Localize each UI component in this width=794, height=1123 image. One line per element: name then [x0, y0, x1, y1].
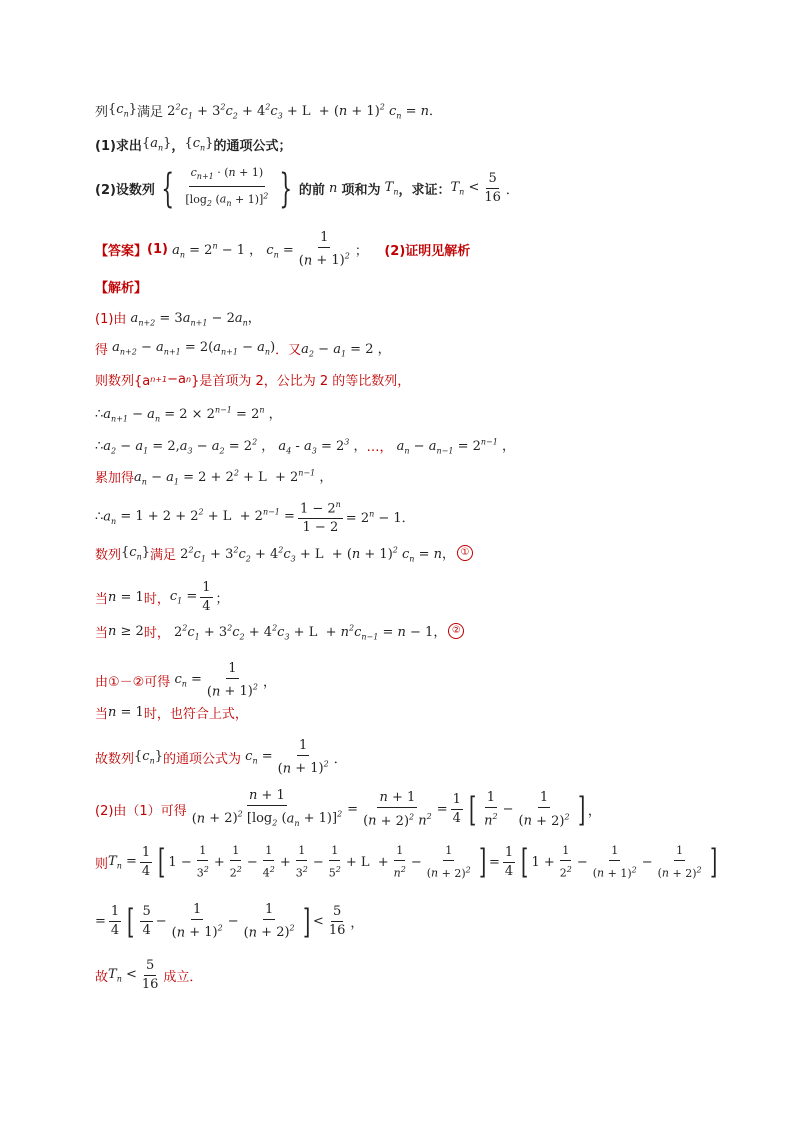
text: 列	[95, 104, 109, 120]
text: 数列	[95, 547, 122, 563]
solution-line	[95, 958, 202, 993]
answer-line: 【答案】 (1) $a_n = 2^n - 1$ ， $c_n$ = $\frac{1}{(n + 1)^2}$ ； (2)证明见解析	[95, 230, 471, 269]
text: ，	[171, 139, 185, 154]
math-fraction: $\frac{1}{3^2}$	[295, 844, 308, 880]
math-fraction: $\frac{1}{4}$	[452, 792, 461, 827]
math-fraction: $\frac{1}{4}$	[202, 580, 211, 614]
math: $\{c_n\}$	[134, 749, 164, 766]
text: 满足	[137, 104, 164, 120]
text: 故数列	[95, 752, 135, 768]
text: }是首项为 2，公比为 2 的等比数列，	[191, 374, 411, 389]
text: 由①－②可得	[95, 675, 171, 691]
math-fraction: $\frac{5}{16}$	[328, 904, 346, 939]
math: $\therefore a_2 - a_1 = 2,a_3 - a_2 = 2^2$ ， $a_4 - a_3 = 2^3$ ，	[95, 437, 367, 456]
solution-line: (2)由（1）可得 $\frac{n + 1}{(n + 2)^2 [\log_2 (a_n + 1)]^2}$ = $\frac{n + 1}{(n + 2)^2 n^2}$ = $\frac{1}{4}$ [ $\frac{1}{n^2}$ − $\frac{1}{(n + 2)^2}$ ] ，	[95, 788, 601, 830]
solution-line	[95, 307, 261, 328]
math-fraction: $\frac{1}{(n + 1)^2}$	[298, 230, 350, 269]
solution-line: 由①－②可得 $c_n$ = $\frac{1}{(n + 1)^2}$ ，	[95, 661, 276, 700]
math-tn: $T_n$	[380, 180, 399, 197]
math-fraction: $\frac{1}{4}$	[504, 844, 514, 879]
math-fraction: $\frac{5}{4}$	[142, 904, 151, 939]
label: 【解析】	[95, 281, 148, 296]
math-fraction: $\frac{1}{5^2}$	[328, 844, 341, 880]
math: n = 1	[108, 590, 144, 605]
text: (2)由（1）可得	[95, 804, 187, 820]
solution-line	[95, 338, 391, 359]
math: n = 1	[108, 705, 144, 720]
math: $c_1$ =	[169, 589, 198, 606]
math: $a_{n+2} = 3a_{n+1} - 2a_n$，	[126, 311, 261, 328]
math-fraction: $\frac{n + 1}{(n + 2)^2 n^2}$	[363, 790, 432, 829]
math-fraction: $\frac{1}{2^2}$	[229, 844, 242, 880]
solution-line	[95, 403, 282, 424]
math-fraction: $\frac{1}{4^2}$	[262, 844, 275, 880]
math-an: $\{a_n\}$	[141, 136, 172, 153]
solution-line	[95, 543, 475, 564]
math-fraction: $\frac{1}{3^2}$	[196, 844, 209, 880]
text: 当	[95, 625, 109, 641]
circle-marker: ①	[457, 545, 473, 561]
math-cn: $\{c_n\}$	[108, 102, 138, 119]
math: n ≥ 2	[108, 623, 144, 639]
solution-line	[95, 621, 466, 642]
text: 故	[95, 970, 109, 985]
sub: n	[185, 375, 192, 384]
math-cn: $\{c_n\}$	[184, 136, 214, 153]
solution-line: = $\frac{1}{4}$ [ $\frac{5}{4}$ − $\frac{1}{(n + 1)^2}$ − $\frac{1}{(n + 2)^2}$ ] < $\frac{5}{16}$ ，	[95, 901, 364, 942]
math: $a_{n+2} - a_{n+1} = 2(a_{n+1} - a_n)$	[108, 340, 276, 357]
text: 满足	[150, 547, 177, 563]
math: $c_n$ =	[241, 749, 273, 766]
text: −a	[167, 372, 186, 387]
solution-line	[95, 466, 332, 487]
math: $a_n = 2^n - 1$ ， $c_n$ =	[167, 242, 294, 260]
text: ，求证：	[398, 183, 451, 199]
math-fraction: $\frac{1}{(n + 1)^2}$	[277, 738, 329, 777]
solution-line	[95, 703, 248, 722]
math: $\{c_n\}$	[121, 545, 151, 562]
math-fraction: $\frac{1}{4}$	[141, 844, 151, 879]
math-fraction: $\frac{1}{(n + 1)^2}$	[206, 661, 258, 700]
text: 项和为	[341, 183, 381, 199]
text: 时，	[143, 625, 170, 641]
text: ．又	[275, 342, 302, 358]
text: 则数列{a	[95, 374, 151, 389]
math-sum: $2^2c_1 + 3^2c_2 + 4^2c_3 + L + (n + 1)^2$ $c_n = n$．	[167, 102, 442, 121]
solution-line	[95, 370, 410, 389]
solution-line: 故数列 $\{c_n\}$ 的通项公式为 $c_n$ = $\frac{1}{(n + 1)^2}$ ．	[95, 738, 347, 777]
solution-line: 当 n = 1 时， $c_1$ = $\frac{1}{4}$ ；	[95, 580, 229, 614]
math: $T_n$ <	[108, 967, 137, 984]
text: (1)由	[95, 311, 127, 327]
solution-line	[95, 435, 515, 456]
condition-line	[95, 100, 442, 121]
math-fraction: $\frac{n + 1}{(n + 2)^2 [\log_2 (a_n + 1)]^2}$	[191, 788, 343, 828]
math: $c_n$ =	[170, 672, 202, 689]
math-fraction: $\frac{1}{(n + 2)^2}$	[426, 844, 471, 880]
math-fraction: $\frac{1}{n^2}$	[393, 844, 406, 880]
math-fraction: $\frac{1}{(n + 2)^2}$	[657, 844, 702, 880]
answer-label: 【答案】	[95, 244, 148, 260]
text: 当	[95, 592, 109, 607]
math: $2^2c_1 + 3^2c_2 + 4^2c_3 + L + (n + 1)^2$ $c_n = n$，	[180, 545, 455, 564]
math: = $2^n - 1$．	[345, 509, 415, 527]
solution-line	[95, 497, 415, 536]
sub: n+1	[150, 375, 168, 384]
math: $a_n - a_{n-1} = 2^{n-1}$ ，	[392, 437, 515, 456]
math: $2^2c_1 + 3^2c_2 + 4^2c_3 + L + n^2c_{n-1} = n - 1$，	[173, 623, 447, 642]
circle-marker: ②	[448, 623, 464, 639]
math-fraction: $\frac{1 - 2^n}{1 - 2}$	[298, 497, 343, 536]
text: 的前	[298, 183, 325, 199]
text: 时，也符合上式，	[143, 707, 248, 722]
text: (1)	[147, 242, 168, 258]
math-fraction: $\frac{1}{(n + 1)^2}$	[592, 844, 637, 880]
text: (2)证明见解析	[384, 244, 471, 260]
math: $\therefore a_{n+1} - a_n = 2 \times 2^{n-1} = 2^n$ ，	[95, 405, 282, 424]
math-fraction: $\frac{1}{(n + 1)^2}$	[171, 902, 223, 941]
question-1	[95, 135, 291, 154]
solution-line: 则 $T_n$ = $\frac{1}{4}$ [ 1 − $\frac{1}{3^2}$ + $\frac{1}{2^2}$ − $\frac{1}{4^2}$ + $\frac{1}{3^2}$ − $\frac{1}{5^2}$ + L + $\frac{1}{n^2}$ − $\frac{1}{(n + 2)^2}$ ] = $\frac{1}{4}$ [ 1 + $\frac{1}{2^2}$ − $\frac{1}{(n + 1)^2}$ − $\frac{1}{(n + 2)^2}$ ]	[95, 842, 717, 883]
question-2: (2)设数列 { $\frac{c_{n+1} \cdot (n + 1)}{[\log_2 (a_n + 1)]^2}$ } 的前 n 项和为 $T_n$ ，求证： $T_n$ < $\frac{5}{16}$ ．	[95, 165, 519, 212]
text: (2)设数列	[95, 183, 155, 199]
math-fraction: $\frac{c_{n+1} \cdot (n + 1)}{[\log_2 (a_n + 1)]^2}$	[185, 166, 269, 209]
math-ineq: $T_n$ <	[450, 180, 480, 197]
text: (1)求出	[95, 139, 142, 154]
text: …，	[366, 439, 393, 455]
text: 当	[95, 707, 109, 722]
text: 得	[95, 342, 109, 358]
math: $a_n - a_1 = 2 + 2^2 + L + 2^{n-1}$ ，	[134, 468, 333, 487]
solution-label	[95, 277, 147, 296]
math-n: n	[324, 181, 342, 197]
math-fraction: $\frac{5}{16}$	[484, 171, 501, 206]
math-fraction: $\frac{1}{n^2}$	[484, 790, 498, 829]
text: 累加得	[95, 470, 135, 486]
math-fraction: $\frac{1}{(n + 2)^2}$	[518, 790, 570, 829]
text: 的通项公式；	[213, 139, 292, 154]
text: 时，	[143, 592, 170, 607]
text: 则	[95, 856, 109, 872]
math-fraction: $\frac{1}{2^2}$	[559, 844, 572, 880]
text: 的通项公式为	[163, 752, 242, 768]
math: $a_2 - a_1 = 2$ ，	[301, 342, 391, 359]
math-fraction: $\frac{5}{16}$	[141, 958, 159, 992]
math-fraction: $\frac{1}{(n + 2)^2}$	[243, 902, 295, 941]
math: $T_n$ =	[108, 854, 137, 871]
text: 成立．	[163, 970, 203, 985]
math-fraction: $\frac{1}{4}$	[110, 904, 120, 939]
math: $\therefore a_n = 1 + 2 + 2^2 + L + 2^{n-1}$ =	[95, 507, 295, 526]
